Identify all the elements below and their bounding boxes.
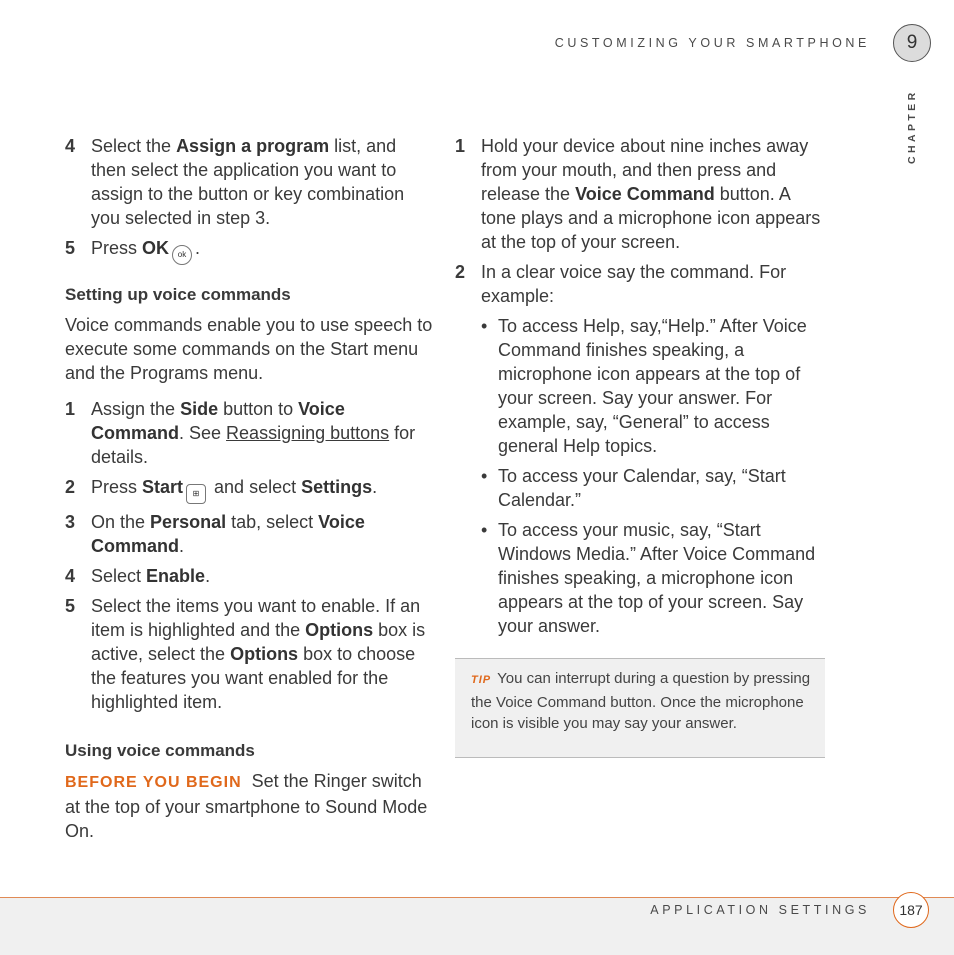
before-you-begin-label: BEFORE YOU BEGIN xyxy=(65,774,242,791)
step-number: 3 xyxy=(65,512,76,532)
list-item xyxy=(455,314,825,458)
tip-label: TIP xyxy=(471,674,492,686)
list-item xyxy=(455,464,825,512)
step-text: . See xyxy=(179,423,227,443)
right-column xyxy=(455,134,825,638)
step-number: 2 xyxy=(65,477,76,497)
step-number: 5 xyxy=(65,596,76,616)
bullet-icon: • xyxy=(481,316,488,336)
tip-box xyxy=(455,658,825,758)
step-text: button. A tone plays and a microphone icon appears at the top of your screen. xyxy=(481,184,821,252)
before-you-begin-paragraph xyxy=(65,769,435,843)
step-text: . xyxy=(179,536,185,556)
before-you-begin-text: Set the Ringer switch at the top of your smartphone to Sound Mode On. xyxy=(65,771,428,841)
left-column xyxy=(65,134,435,843)
heading-using-voice-commands: Using voice commands xyxy=(65,741,255,760)
ui-term: Assign a program xyxy=(176,136,330,156)
step-press-ok xyxy=(65,236,435,265)
ui-term: Options xyxy=(230,644,299,664)
ui-term: Side xyxy=(180,399,219,419)
footer-section-label: APPLICATION SETTINGS xyxy=(650,903,870,917)
step-text: Hold your device about nine inches away from your mouth, and then press and release the xyxy=(481,136,809,204)
step-text: . xyxy=(205,566,211,586)
step-text: tab, select xyxy=(226,512,319,532)
step-number: 5 xyxy=(65,238,76,258)
step-number: 1 xyxy=(65,399,76,419)
bullet-text: To access your music, say, “Start Windows Media.” After Voice Command finishes speaking, a microphone icon appears at the top of your screen. Say your answer. xyxy=(498,520,816,636)
step-text: for details. xyxy=(91,423,416,467)
step-number: 1 xyxy=(455,136,466,156)
step-say-command xyxy=(455,260,825,308)
step-text: Select the items you want to enable. If an item is highlighted and the xyxy=(91,596,421,640)
ui-term: Personal xyxy=(150,512,227,532)
ui-term: Settings xyxy=(301,477,373,497)
step-select-items xyxy=(65,594,435,714)
bullet-icon: • xyxy=(481,466,488,486)
list-item xyxy=(455,518,825,638)
ok-key-icon: ok xyxy=(172,245,192,265)
step-assign-side-button xyxy=(65,397,435,469)
ui-term: Voice Command xyxy=(91,512,365,556)
step-text: In a clear voice say the command. For example: xyxy=(481,262,787,306)
chapter-label: CHAPTER xyxy=(906,89,918,164)
chapter-number-badge: 9 xyxy=(893,24,931,62)
step-text: box is active, select the xyxy=(91,620,426,664)
step-text: Press xyxy=(91,477,143,497)
step-number: 2 xyxy=(455,262,466,282)
step-text: . xyxy=(372,477,378,497)
step-number: 4 xyxy=(65,566,76,586)
ui-term: Voice Command xyxy=(91,399,345,443)
ui-term: Enable xyxy=(146,566,206,586)
ui-term: Start xyxy=(142,477,184,497)
step-text: . xyxy=(195,238,201,258)
step-text: On the xyxy=(91,512,151,532)
step-text: Select xyxy=(91,566,147,586)
step-text: button to xyxy=(218,399,299,419)
step-assign-program xyxy=(65,134,435,230)
reassigning-buttons-link[interactable]: Reassigning buttons xyxy=(226,423,390,443)
tip-text: You can interrupt during a question by pressing the Voice Command button. Once the microphone icon is visible you may say your answer. xyxy=(471,670,811,732)
step-number: 4 xyxy=(65,136,76,156)
step-text: list, and then select the application you want to assign to the button or key combination you selected in step 3. xyxy=(91,136,405,228)
step-text: Press xyxy=(91,238,143,258)
bullet-text: To access Help, say,“Help.” After Voice Command finishes speaking, a microphone icon appears at the top of your screen. Say your answer. For example, say, “General” to access general Help topics. xyxy=(498,316,807,456)
step-text: box to choose the features you want enabled for the highlighted item. xyxy=(91,644,416,712)
start-key-icon: ⊞ xyxy=(186,484,206,504)
step-text: and select xyxy=(209,477,302,497)
bullet-text: To access your Calendar, say, “Start Calendar.” xyxy=(498,466,786,510)
page-number-badge: 187 xyxy=(893,892,929,928)
running-head: CUSTOMIZING YOUR SMARTPHONE xyxy=(554,36,870,50)
step-press-start xyxy=(65,475,435,504)
step-hold-device xyxy=(455,134,825,254)
bullet-icon: • xyxy=(481,520,488,540)
intro-paragraph: Voice commands enable you to use speech to execute some commands on the Start menu and the Programs menu. xyxy=(65,315,433,383)
heading-setting-up-voice-commands: Setting up voice commands xyxy=(65,285,291,304)
step-personal-tab xyxy=(65,510,435,558)
ui-term: Options xyxy=(305,620,374,640)
ui-term: Voice Command xyxy=(575,184,715,204)
ui-term: OK xyxy=(142,238,170,258)
step-text: Assign the xyxy=(91,399,181,419)
step-select-enable xyxy=(65,564,435,588)
step-text: Select the xyxy=(91,136,177,156)
